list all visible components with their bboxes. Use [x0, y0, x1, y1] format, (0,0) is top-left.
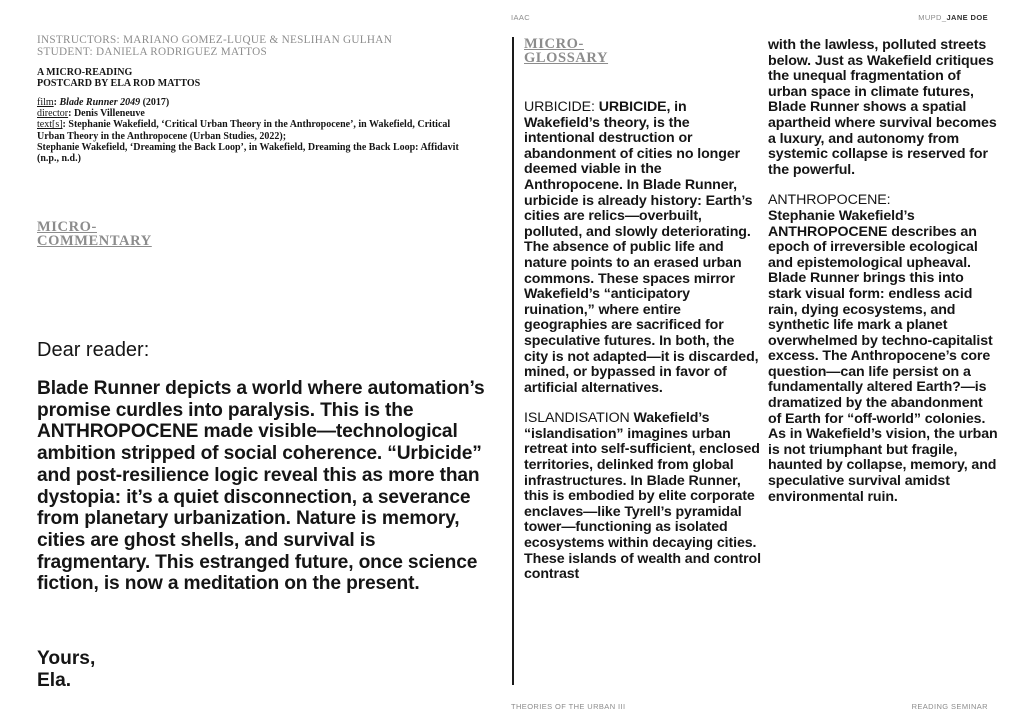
definition-anthropocene: Stephanie Wakefield’s ANTHROPOCENE describes an epoch of irreversible ecological and epistemological upheaval. Blade Runner brings this into stark visual form: endless acid rain, dying ecosystems, and synthetic life mark a planet overwhelmed by techno-capitalist excess. The Anthropocene’s core question—can life persist on a fundamentally altered Earth?—is dramatized by the abandonment of Earth for “off-world” colonies. As in Wakefield’s vision, the urban is not triumphant but fragile, haunted by collapse, memory, and speculative survival amidst environmental ruin. — [768, 207, 998, 505]
signoff — [37, 648, 95, 691]
film-year: (2017) — [140, 97, 170, 108]
micro-commentary-heading-line2: COMMENTARY — [37, 233, 152, 249]
postcard-title-line1: A MICRO-READING — [37, 67, 133, 78]
micro-glossary-heading-line2: GLOSSARY — [524, 50, 609, 66]
instructors-line: INSTRUCTORS: MARIANO GOMEZ-LUQUE & NESLIHAN GULHAN — [37, 34, 393, 46]
text-reference-2: Stephanie Wakefield, ‘Dreaming the Back Loop’, in Wakefield, Dreaming the Back Loop: Affidavit (n.p., n.d.) — [37, 141, 459, 165]
term-islandisation: ISLANDISATION — [524, 410, 634, 427]
glossary-column-1 — [524, 100, 762, 598]
footer-seminar: READING SEMINAR — [911, 702, 988, 711]
texts-colon: : — [62, 119, 69, 131]
student-name-tag: JANE DOE — [946, 13, 988, 22]
term-urbicide: URBICIDE: — [524, 99, 599, 115]
definition-islandisation: Wakefield’s “islandisation” imagines urban retreat into self-sufficient, enclosed territories, delinked from global infrastructures. In Blade Runner, this is embodied by elite corporate enclaves—like Tyrell’s pyramidal tower—functioning as isolated ecosystems within decaying cities. These islands of wealth and control contrast — [524, 410, 761, 583]
film-label: film — [37, 97, 54, 108]
signoff-line1: Yours, — [37, 648, 96, 669]
glossary-entry-anthropocene — [768, 193, 998, 505]
definition-islandisation-continued: with the lawless, polluted streets below. Just as Wakefield critiques the unequal fragmentation of urban space in climate futures, Blade Runner shows a spatial apartheid where survival becomes a luxury, and autonomy from systemic collapse is reserved for the powerful. — [768, 37, 997, 178]
director-colon: : — [68, 108, 74, 120]
postcard-title-line2: POSTCARD BY ELA ROD MATTOS — [37, 78, 201, 89]
vertical-divider — [512, 37, 514, 685]
term-anthropocene: ANTHROPOCENE: — [768, 192, 891, 209]
film-colon: : — [53, 97, 60, 108]
micro-commentary-heading — [37, 220, 217, 248]
page-tag-institution: IAAC — [511, 13, 531, 22]
footer-course: THEORIES OF THE URBAN III — [511, 702, 626, 711]
director-label: director — [37, 108, 69, 120]
postcard-title — [37, 67, 477, 89]
glossary-entry-urbicide — [524, 100, 762, 396]
student-line: STUDENT: DANIELA RODRIGUEZ MATTOS — [37, 45, 268, 58]
glossary-column-2 — [768, 38, 998, 520]
micro-glossary-heading — [524, 37, 704, 65]
greeting: Dear reader: — [37, 339, 150, 361]
micro-glossary-heading-line1: MICRO- — [524, 36, 584, 52]
texts-credit — [37, 119, 477, 141]
program-prefix: MUPD_ — [918, 13, 947, 22]
text-reference-1: Stephanie Wakefield, ‘Critical Urban Theory in the Anthropocene’, in Wakefield, Critical Urban Theory in the Anthropocene (Urban Studies, 2022); — [37, 119, 451, 142]
texts-label: text[s] — [37, 119, 63, 131]
film-title: Blade Runner 2049 — [59, 97, 141, 108]
glossary-entry-islandisation — [524, 411, 762, 583]
commentary-body: Blade Runner depicts a world where automation’s promise curdles into paralysis. This is the ANTHROPOCENE made visible—technological ambition stripped of social coherence. “Urbicide” and post-resilience logic reveal this as more than dystopia: it’s a quiet disconnection, a severance from planetary urbanization. Nature is memory, cities are ghost shells, and survival is fragmentary. This estranged future, once science fiction, is now a meditation on the present. — [37, 378, 485, 595]
definition-urbicide: URBICIDE, in Wakefield’s theory, is the intentional destruction or abandonment of cities no longer deemed viable in the Anthropocene. In Blade Runner, urbicide is already history: Earth’s cities are relics—overbuilt, polluted, and slowly deteriorating. The absence of public life and nature points to an erased urban commons. These spaces mirror Wakefield’s “anticipatory ruination,” where entire geographies are sacrificed for speculative futures. In both, the city is not adapted—it is discarded, mined, or bypassed in favor of artificial alternatives. — [524, 99, 759, 396]
director-name: Denis Villeneuve — [73, 108, 145, 120]
course-info — [37, 35, 477, 58]
page-tag-program — [918, 13, 988, 22]
director-credit — [37, 108, 477, 119]
film-credit — [37, 97, 477, 108]
credits-block — [37, 97, 477, 164]
micro-commentary-heading-line1: MICRO- — [37, 219, 97, 235]
signoff-name: Ela. — [37, 669, 72, 691]
